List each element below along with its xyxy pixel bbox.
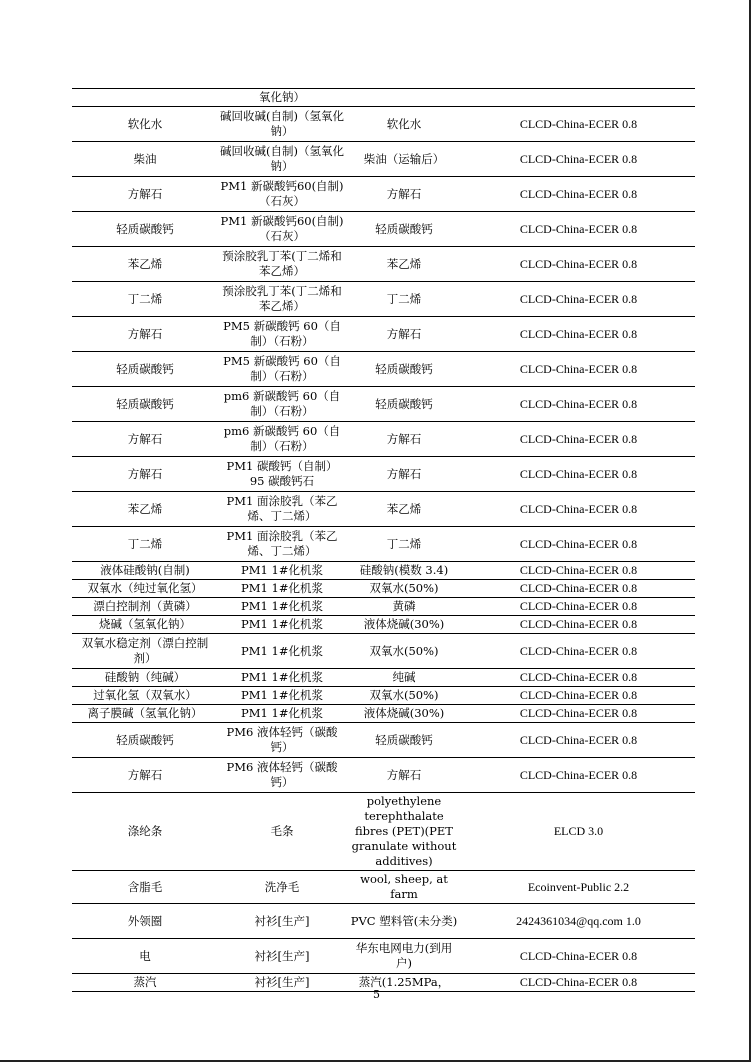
table-row bbox=[72, 142, 695, 177]
dataset-cell: 硅酸钠(模数 3.4) bbox=[346, 562, 462, 580]
table-row bbox=[72, 758, 695, 793]
dataset-cell: 液体烧碱(30%) bbox=[346, 705, 462, 723]
database-cell: CLCD-China-ECER 0.8 bbox=[462, 939, 695, 974]
process-cell: PM1 面涂胶乳（苯乙烯、丁二烯） bbox=[218, 492, 346, 527]
dataset-cell: 苯乙烯 bbox=[346, 247, 462, 282]
material-cell: 轻质碳酸钙 bbox=[72, 387, 218, 422]
process-cell: 衬衫[生产] bbox=[218, 974, 346, 992]
table-row bbox=[72, 904, 695, 939]
material-cell: 双氧水稳定剂（漂白控制剂） bbox=[72, 634, 218, 669]
process-cell: PM1 1#化机浆 bbox=[218, 598, 346, 616]
dataset-cell: 黄磷 bbox=[346, 598, 462, 616]
database-cell: CLCD-China-ECER 0.8 bbox=[462, 177, 695, 212]
database-cell: CLCD-China-ECER 0.8 bbox=[462, 598, 695, 616]
material-cell: 硅酸钠（纯碱） bbox=[72, 669, 218, 687]
process-cell: PM1 1#化机浆 bbox=[218, 669, 346, 687]
inventory-table bbox=[72, 88, 695, 992]
table-row bbox=[72, 177, 695, 212]
dataset-cell bbox=[346, 89, 462, 107]
table-row bbox=[72, 939, 695, 974]
process-cell: PM1 新碳酸钙60(自制)（石灰） bbox=[218, 212, 346, 247]
database-cell: CLCD-China-ECER 0.8 bbox=[462, 317, 695, 352]
process-cell: PM1 1#化机浆 bbox=[218, 687, 346, 705]
dataset-cell: 蒸汽(1.25MPa， bbox=[346, 974, 462, 992]
dataset-cell: polyethylene terephthalate fibres (PET)(PET granulate without additives) bbox=[346, 793, 462, 871]
material-cell: 轻质碳酸钙 bbox=[72, 352, 218, 387]
table-row bbox=[72, 247, 695, 282]
material-cell bbox=[72, 89, 218, 107]
database-cell: Ecoinvent-Public 2.2 bbox=[462, 871, 695, 904]
material-cell: 离子膜碱（氢氧化钠） bbox=[72, 705, 218, 723]
table-row bbox=[72, 580, 695, 598]
table-row bbox=[72, 89, 695, 107]
table-row bbox=[72, 282, 695, 317]
dataset-cell: 轻质碳酸钙 bbox=[346, 723, 462, 758]
database-cell: CLCD-China-ECER 0.8 bbox=[462, 669, 695, 687]
process-cell: PM1 1#化机浆 bbox=[218, 634, 346, 669]
material-cell: 双氧水（纯过氧化氢） bbox=[72, 580, 218, 598]
dataset-cell: 方解石 bbox=[346, 422, 462, 457]
table-row bbox=[72, 793, 695, 871]
table-row bbox=[72, 616, 695, 634]
database-cell: CLCD-China-ECER 0.8 bbox=[462, 616, 695, 634]
dataset-cell: 方解石 bbox=[346, 317, 462, 352]
table-row bbox=[72, 492, 695, 527]
process-cell: 衬衫[生产] bbox=[218, 904, 346, 939]
database-cell: CLCD-China-ECER 0.8 bbox=[462, 282, 695, 317]
dataset-cell: 双氧水(50%) bbox=[346, 687, 462, 705]
database-cell: CLCD-China-ECER 0.8 bbox=[462, 212, 695, 247]
process-cell: pm6 新碳酸钙 60（自制）（石粉） bbox=[218, 422, 346, 457]
table-row bbox=[72, 212, 695, 247]
table-row bbox=[72, 317, 695, 352]
dataset-cell: PVC 塑料管(未分类) bbox=[346, 904, 462, 939]
database-cell: CLCD-China-ECER 0.8 bbox=[462, 422, 695, 457]
database-cell: CLCD-China-ECER 0.8 bbox=[462, 974, 695, 992]
page-number: 5 bbox=[373, 988, 380, 1001]
database-cell: CLCD-China-ECER 0.8 bbox=[462, 758, 695, 793]
table-row bbox=[72, 669, 695, 687]
database-cell: CLCD-China-ECER 0.8 bbox=[462, 705, 695, 723]
table-row bbox=[72, 107, 695, 142]
dataset-cell: 丁二烯 bbox=[346, 282, 462, 317]
dataset-cell: 柴油（运输后） bbox=[346, 142, 462, 177]
material-cell: 漂白控制剂（黄磷） bbox=[72, 598, 218, 616]
material-cell: 轻质碳酸钙 bbox=[72, 212, 218, 247]
table-row bbox=[72, 527, 695, 562]
database-cell: CLCD-China-ECER 0.8 bbox=[462, 457, 695, 492]
material-cell: 苯乙烯 bbox=[72, 247, 218, 282]
process-cell: PM6 液体轻钙（碳酸钙） bbox=[218, 723, 346, 758]
material-cell: 电 bbox=[72, 939, 218, 974]
table-row bbox=[72, 352, 695, 387]
table-row bbox=[72, 422, 695, 457]
material-cell: 烧碱（氢氧化钠） bbox=[72, 616, 218, 634]
dataset-cell: 双氧水(50%) bbox=[346, 634, 462, 669]
dataset-cell: 纯碱 bbox=[346, 669, 462, 687]
database-cell: CLCD-China-ECER 0.8 bbox=[462, 562, 695, 580]
material-cell: 方解石 bbox=[72, 758, 218, 793]
process-cell: PM1 新碳酸钙60(自制)（石灰） bbox=[218, 177, 346, 212]
process-cell: PM5 新碳酸钙 60（自制）（石粉） bbox=[218, 317, 346, 352]
dataset-cell: 苯乙烯 bbox=[346, 492, 462, 527]
database-cell bbox=[462, 89, 695, 107]
database-cell: CLCD-China-ECER 0.8 bbox=[462, 107, 695, 142]
material-cell: 软化水 bbox=[72, 107, 218, 142]
dataset-cell: 双氧水(50%) bbox=[346, 580, 462, 598]
material-cell: 方解石 bbox=[72, 177, 218, 212]
database-cell: 2424361034@qq.com 1.0 bbox=[462, 904, 695, 939]
material-cell: 涤纶条 bbox=[72, 793, 218, 871]
process-cell: 预涂胶乳丁苯(丁二烯和苯乙烯） bbox=[218, 282, 346, 317]
dataset-cell: 华东电网电力(到用户) bbox=[346, 939, 462, 974]
database-cell: CLCD-China-ECER 0.8 bbox=[462, 142, 695, 177]
process-cell: PM1 1#化机浆 bbox=[218, 616, 346, 634]
dataset-cell: 方解石 bbox=[346, 177, 462, 212]
database-cell: CLCD-China-ECER 0.8 bbox=[462, 247, 695, 282]
process-cell: PM1 1#化机浆 bbox=[218, 580, 346, 598]
material-cell: 方解石 bbox=[72, 422, 218, 457]
dataset-cell: 液体烧碱(30%) bbox=[346, 616, 462, 634]
dataset-cell: 轻质碳酸钙 bbox=[346, 387, 462, 422]
database-cell: CLCD-China-ECER 0.8 bbox=[462, 634, 695, 669]
database-cell: ELCD 3.0 bbox=[462, 793, 695, 871]
material-cell: 外领圈 bbox=[72, 904, 218, 939]
process-cell: 毛条 bbox=[218, 793, 346, 871]
process-cell: 衬衫[生产] bbox=[218, 939, 346, 974]
dataset-cell: 轻质碳酸钙 bbox=[346, 352, 462, 387]
material-cell: 柴油 bbox=[72, 142, 218, 177]
table-row bbox=[72, 562, 695, 580]
process-cell: 碱回收碱(自制)（氢氧化钠） bbox=[218, 107, 346, 142]
material-cell: 蒸汽 bbox=[72, 974, 218, 992]
database-cell: CLCD-China-ECER 0.8 bbox=[462, 492, 695, 527]
process-cell: PM6 液体轻钙（碳酸钙） bbox=[218, 758, 346, 793]
process-cell: PM1 面涂胶乳（苯乙烯、丁二烯） bbox=[218, 527, 346, 562]
dataset-cell: 丁二烯 bbox=[346, 527, 462, 562]
dataset-cell: 软化水 bbox=[346, 107, 462, 142]
material-cell: 丁二烯 bbox=[72, 282, 218, 317]
dataset-cell: wool, sheep, at farm bbox=[346, 871, 462, 904]
table-row bbox=[72, 634, 695, 669]
material-cell: 苯乙烯 bbox=[72, 492, 218, 527]
table-row bbox=[72, 387, 695, 422]
process-cell: 洗净毛 bbox=[218, 871, 346, 904]
database-cell: CLCD-China-ECER 0.8 bbox=[462, 352, 695, 387]
material-cell: 丁二烯 bbox=[72, 527, 218, 562]
table-row bbox=[72, 687, 695, 705]
table-row bbox=[72, 723, 695, 758]
dataset-cell: 轻质碳酸钙 bbox=[346, 212, 462, 247]
dataset-cell: 方解石 bbox=[346, 758, 462, 793]
table-row bbox=[72, 871, 695, 904]
table-row bbox=[72, 457, 695, 492]
table-row bbox=[72, 598, 695, 616]
process-cell: PM1 1#化机浆 bbox=[218, 562, 346, 580]
process-cell: 碱回收碱(自制)（氢氧化钠） bbox=[218, 142, 346, 177]
database-cell: CLCD-China-ECER 0.8 bbox=[462, 687, 695, 705]
process-cell: PM5 新碳酸钙 60（自制）（石粉） bbox=[218, 352, 346, 387]
database-cell: CLCD-China-ECER 0.8 bbox=[462, 723, 695, 758]
material-cell: 含脂毛 bbox=[72, 871, 218, 904]
inventory-table-body bbox=[72, 89, 695, 992]
dataset-cell: 方解石 bbox=[346, 457, 462, 492]
database-cell: CLCD-China-ECER 0.8 bbox=[462, 387, 695, 422]
table-row bbox=[72, 705, 695, 723]
material-cell: 方解石 bbox=[72, 317, 218, 352]
database-cell: CLCD-China-ECER 0.8 bbox=[462, 580, 695, 598]
process-cell: 预涂胶乳丁苯(丁二烯和苯乙烯） bbox=[218, 247, 346, 282]
material-cell: 方解石 bbox=[72, 457, 218, 492]
material-cell: 轻质碳酸钙 bbox=[72, 723, 218, 758]
database-cell: CLCD-China-ECER 0.8 bbox=[462, 527, 695, 562]
process-cell: 氧化钠） bbox=[218, 89, 346, 107]
process-cell: PM1 碳酸钙（自制）95 碳酸钙石 bbox=[218, 457, 346, 492]
material-cell: 过氧化氢（双氧水） bbox=[72, 687, 218, 705]
process-cell: PM1 1#化机浆 bbox=[218, 705, 346, 723]
process-cell: pm6 新碳酸钙 60（自制）（石粉） bbox=[218, 387, 346, 422]
material-cell: 液体硅酸钠(自制) bbox=[72, 562, 218, 580]
